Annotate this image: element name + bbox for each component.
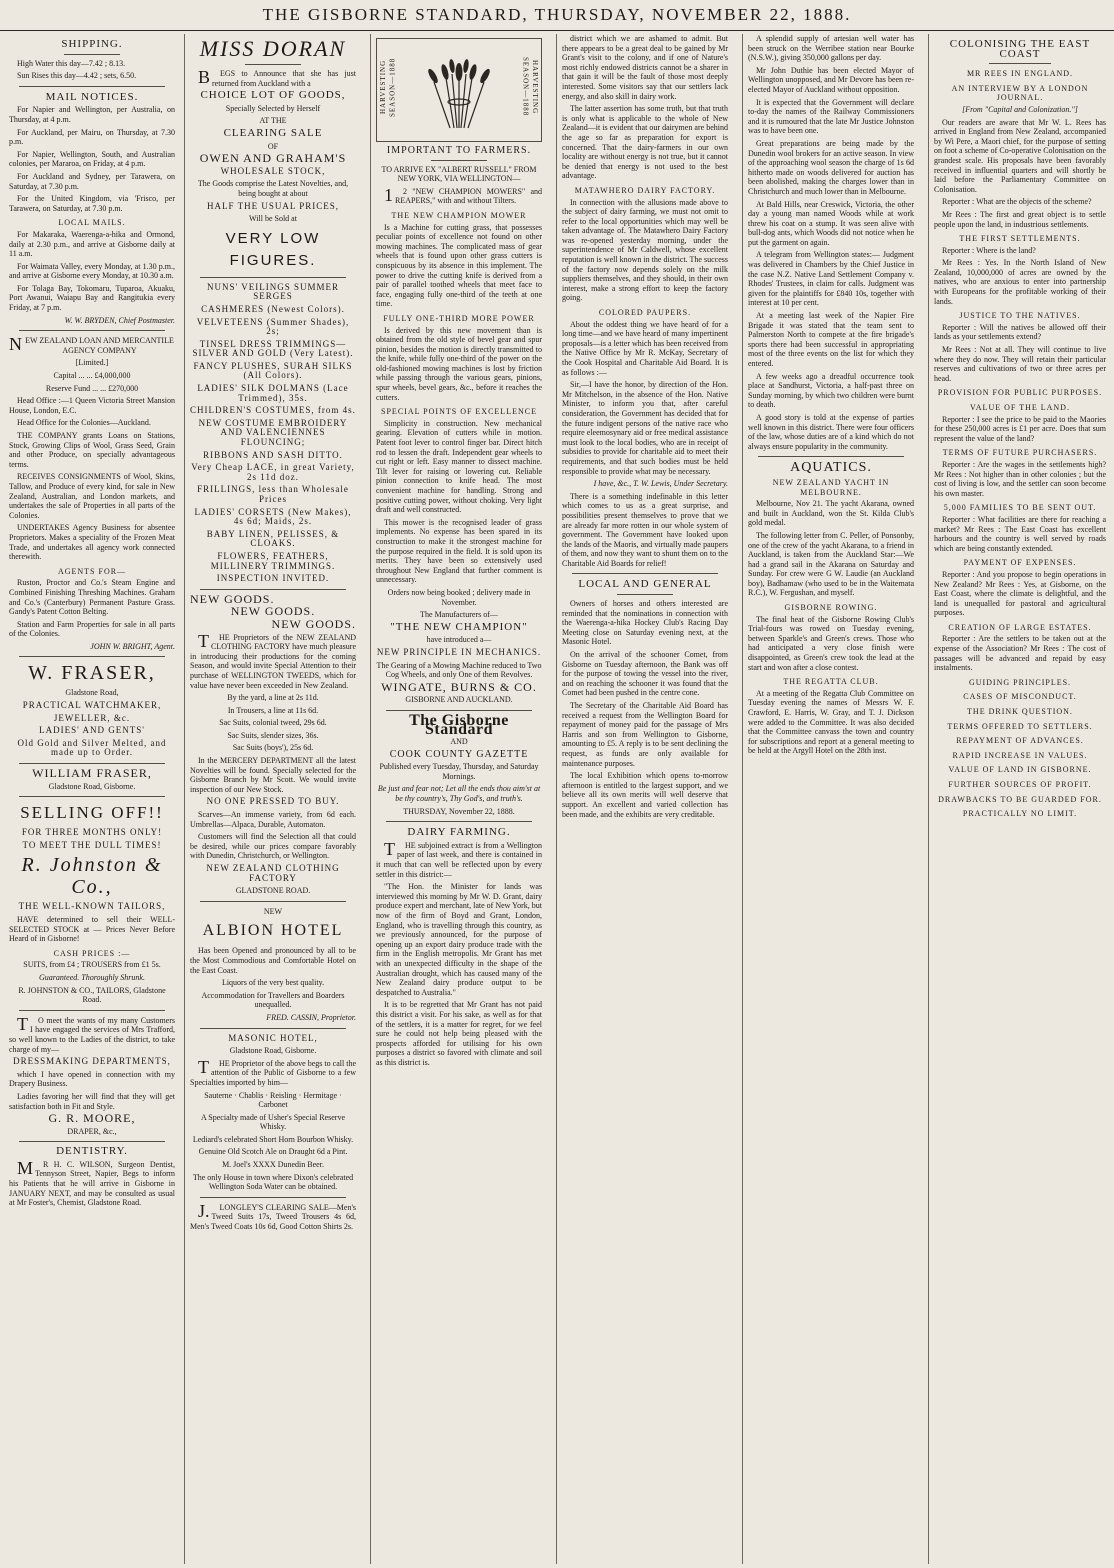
mail-notice: For the United Kingdom, via 'Frisco, per Tarawera, on Saturday, at 7.30 p.m. bbox=[9, 194, 175, 213]
news-item: A few weeks ago a dreadful occurrence took place at Sandhurst, Victoria, a half-past three on Sunday morning, by which two children were burnt to death. bbox=[748, 371, 914, 410]
nz-loan-reserve: Reserve Fund ... ... £270,000 bbox=[45, 383, 139, 393]
payment-heading: PAYMENT OF EXPENSES. bbox=[963, 558, 1077, 568]
motto: Be just and fear not; Let all the ends thou aim'st at be thy country's, Thy God's, and truth's. bbox=[377, 784, 541, 804]
johnston-body: HAVE determined to sell their WELL-SELECTED STOCK at — Prices Never Before Heard of in Gisborne! bbox=[9, 915, 175, 944]
article-body: The latter assertion has some truth, but that truth is only what is applicable to the whole of New Zealand—it is evident that our dairymen are behind the age so far as preparation for export is concerned. That the dairy-farmers in our own locality are without energy is not true, but it cannot be denied that energy is not used to the best advantage. bbox=[562, 104, 728, 181]
no-limit-heading: PRACTICALLY NO LIMIT. bbox=[962, 809, 1078, 819]
clothing-factory-address: GLADSTONE ROAD. bbox=[235, 886, 311, 896]
fully-more-power-body: Is derived by this new movement than is obtained from the old style of bevel gear and spur pinion, besides the motion is directly transmitted to the knife, while fully one-third of the power on the old-fashioned mowing machines is lost by friction while passing through the various gears, pinions, spur wheels, bevel gears, &c., before it reaches the cutters. bbox=[376, 325, 542, 402]
doran-intro: BEGS to Announce that she has just returned from Auckland with a bbox=[198, 67, 356, 88]
dressmaking-line: DRESSMAKING DEPARTMENTS, bbox=[13, 1056, 171, 1067]
moore-intro: TO meet the wants of my many Customers I have engaged the services of Mrs Trafford, so well known to the Ladies of the district, to take charge of my— bbox=[9, 1013, 175, 1054]
column-1 bbox=[4, 34, 180, 1564]
local-item: The Secretary of the Charitable Aid Board has received a request from the Wellington Board for repayment of money paid for the passage of Mrs Harris and son from Wellington to Gisborne, amounting to £5. A reply is to be sent declining the request, as funds are only available for maintenance purposes. bbox=[562, 701, 728, 768]
column-4 bbox=[556, 34, 733, 1564]
guaranteed-line: Guaranteed. Thoroughly Shrunk. bbox=[39, 972, 145, 982]
divider bbox=[200, 589, 346, 590]
colored-paupers-body: Sir,—I have the honor, by direction of the Hon. Mr Mitchelson, in the absence of the Hon. Native Minister, to inform you that, after careful consideration, the Government has decided that for the future indigent persons of the native race who require eleemosynary aid or free medical assistance must look to the local bodies, who are in receipt of subsidies to provide for charitable aid to meet their requirements, and that such bodies must be held responsible to provide what may be necessary. bbox=[562, 380, 728, 476]
dairy-farming-heading: DAIRY FARMING. bbox=[407, 826, 511, 839]
nz-loan-body: THE COMPANY grants Loans on Stations, Stock, Growing Clips of Wool, Grass Seed, Grain and other Produce, on specially advantageous terms. bbox=[9, 431, 175, 469]
will-be-sold: Will be Sold at bbox=[249, 214, 297, 224]
repayment-heading: REPAYMENT OF ADVANCES. bbox=[956, 736, 1084, 746]
misconduct-heading: CASES OF MISCONDUCT. bbox=[963, 692, 1077, 702]
local-mail-notice: For Waimata Valley, every Monday, at 1.30 p.m., and arrive at Gisborne every Monday, at 10.30 a.m. bbox=[9, 261, 175, 281]
aquatics-subheading: NEW ZEALAND YACHT IN MELBOURNE. bbox=[772, 477, 890, 497]
guiding-heading: GUIDING PRINCIPLES. bbox=[968, 677, 1072, 687]
fully-more-power-heading: FULLY ONE-THIRD MORE POWER bbox=[383, 313, 535, 323]
news-item: At Bald Hills, near Creswick, Victoria, the other day a young man named Woods while at work threw his coat on a stump. It was seen alive with bull-dog ants, which Woods did not notice when he put the garment on again. bbox=[748, 199, 914, 247]
fraser-address: Gladstone Road, bbox=[65, 688, 119, 698]
of-line: OF bbox=[267, 141, 279, 151]
mail-notice: For Napier and Wellington, per Australia, on Thursday, at 4 p.m. bbox=[9, 105, 175, 124]
news-item: A splendid supply of artesian well water has been struck on the Werribee station near Bourke (N.S.W.), giving 350,000 gallons per day. bbox=[748, 34, 914, 63]
matawhero-heading: MATAWHERO DAIRY FACTORY. bbox=[574, 185, 716, 195]
masonic-heading: MASONIC HOTEL, bbox=[228, 1032, 318, 1043]
mercery-body: In the MERCERY DEPARTMENT all the latest Novelties will be found. Specially selected for the Gisborne Branch by Mr Scott. We would invite inspection of our New Stock. bbox=[190, 756, 356, 794]
cash-prices-heading: CASH PRICES :— bbox=[53, 948, 131, 958]
stock-item: CHILDREN'S COSTUMES, from 4s. bbox=[190, 405, 356, 416]
interview-body: Our readers are aware that Mr W. L. Rees has arrived in England from New Zealand, accompanied by Wi Pere, a Maori chief, for the purpose of setting on foot a scheme of Co-operative Colonisation on the grandest scale. His proposals have been favorably received in influential quarters and will shortly be laid before the Parliamentary Committee on Colonisation. bbox=[934, 117, 1106, 194]
longley-ad: J.LONGLEY'S CLEARING SALE—Men's Tweed Suits 17s, Tweed Trousers 4s 6d, Men's Tweed Coats 10s 6d, Good Cotton Shirts 2s. bbox=[190, 1200, 356, 1232]
cook-county-gazette: COOK COUNTY GAZETTE bbox=[389, 748, 529, 760]
customers-body: Customers will find the Selection all that could be desired, while our prices compare favorably with Dunedin, Christchurch, or Wellington. bbox=[190, 832, 356, 861]
divider bbox=[386, 821, 532, 822]
regatta-body: At a meeting of the Regatta Club Committee on Tuesday evening the names of Messrs W. F. Crawford, E. Harris, W. Gray, and T. J. Dickson were added to the Committee. It was also decided that the Committee canvass the town and country for subscriptions and report at a general meeting to be held at the Argyll Hotel on the 28th inst. bbox=[748, 688, 914, 756]
regatta-club-heading: THE REGATTA CLUB. bbox=[783, 677, 879, 687]
william-fraser-address: Gladstone Road, Gisborne. bbox=[48, 781, 136, 791]
johnston-heading: R. Johnston & Co., bbox=[21, 854, 163, 899]
divider bbox=[431, 160, 487, 161]
value-gisborne-heading: VALUE OF LAND IN GISBORNE. bbox=[948, 765, 1092, 775]
masonic-whisky: A Specialty made of Usher's Special Reserve Whisky. bbox=[200, 1112, 346, 1132]
new-goods-line: NEW GOODS. bbox=[230, 604, 316, 619]
new-goods-line: NEW GOODS. bbox=[271, 616, 356, 631]
local-item: The local Exhibition which opens to-morrow afternoon is entitled to the largest support, and we believe all its own merits will well deserve that support. An excellent and varied collection has been made, and the exhibits are very creditable. bbox=[562, 771, 728, 819]
to-arrive: TO ARRIVE EX "ALBERT RUSSELL" FROM NEW YORK, VIA WELLINGTON— bbox=[381, 164, 537, 184]
suit-price: Sac Suits, slender sizes, 36s. bbox=[227, 730, 319, 740]
divider bbox=[200, 277, 346, 278]
selling-sub: FOR THREE MONTHS ONLY! bbox=[21, 827, 163, 838]
moore-body: which I have opened in connection with my Drapery Business. bbox=[9, 1069, 175, 1089]
stock-item: FANCY PLUSHES, SURAH SILKS (All Colors). bbox=[193, 360, 353, 381]
wingate-address: GISBORNE AND AUCKLAND. bbox=[405, 695, 513, 705]
new-goods-line: NEW GOODS. bbox=[190, 591, 275, 606]
manufacturers-line: The Manufacturers of— bbox=[420, 610, 498, 620]
local-mail-notice: For Makaraka, Waerenga-a-hika and Ormond, daily at 2.30 p.m., and arrive at Gisborne daily at 11 a.m. bbox=[9, 229, 175, 259]
news-item: Great preparations are being made by the Dunedin wool brokers for an active season. In view of the approaching wool season the charge of 1s 6d hitherto made on woods delivered for auction has been abolished, making the charges lower than in Christchurch and much lower than in Melbourne. bbox=[748, 138, 914, 196]
colonising-heading: COLONISING THE EAST COAST bbox=[949, 38, 1091, 60]
article-body: district which we are ashamed to admit. But there appears to be a great deal to be gained by Mr Grant's visit to the colony, and if one of Nature's most richly endowed districts cannot be a sharer in that gain it will be the fault of those most deeply interested. Some visitors say that our settlers lack energy, and also skill in dairy work. bbox=[562, 34, 728, 101]
very-low-figures: VERY LOW FIGURES. bbox=[225, 229, 321, 269]
drink-heading: THE DRINK QUESTION. bbox=[967, 707, 1073, 717]
colored-paupers-body: About the oddest thing we have heard of for a long time—and we have heard of many impertinent proposals—is a letter which has been received from the Native Office by Mr R. McKay, Secretary of the Cook Hospital and Charitable Aid Board. It is as follows :— bbox=[562, 319, 728, 377]
local-mails-heading: LOCAL MAILS. bbox=[58, 218, 126, 228]
nz-loan-body: UNDERTAKES Agency Business for absentee Proprietors. Makes a speciality of the Frozen Meat Trade, and undertakes all agency work connected therewith. bbox=[9, 523, 175, 562]
suit-price: In Trousers, a line at 11s 6d. bbox=[227, 705, 319, 715]
shipping-line: Sun Rises this day—4.42 ; sets, 6.50. bbox=[17, 71, 137, 81]
stock-item: Very Cheap LACE, in great Variety, 2s 11d doz. bbox=[191, 462, 355, 482]
goods-comprise: The Goods comprise the Latest Novelties, and, being bought at about bbox=[197, 179, 349, 198]
stock-item: FLOWERS, FEATHERS, MILLINERY TRIMMINGS. bbox=[210, 550, 336, 571]
nz-loan-body: RECEIVES CONSIGNMENTS of Wool, Skins, Tallow, and Produce of every kind, for sale in New Zealand, Australian, and London markets, and undertakes the sale of Properties in all parts of the Colonies. bbox=[9, 472, 175, 520]
first-settlements-heading: THE FIRST SETTLEMENTS. bbox=[959, 234, 1081, 244]
fraser-ladies: LADIES' AND GENTS' bbox=[39, 725, 145, 736]
divider bbox=[19, 1010, 165, 1011]
mail-notices-heading: MAIL NOTICES. bbox=[45, 90, 139, 103]
interview-body: Reporter : Are the wages in the settlements high? Mr Rees : Not higher than in other colonies ; but the cost of living is low, and the settler can soon become his own master. bbox=[934, 459, 1106, 498]
nz-loan-agent: JOHN W. BRIGHT, Agent. bbox=[90, 641, 175, 651]
news-item: A telegram from Wellington states:— Judgment was delivered in Chambers by the Chief Justice in the case N.Z. Native Land Settlement Company v. Rhodes' Trustees, in claim for calls. Judgment was given for the plaintiffs for £840 10s, together with interest at 10 per cent. bbox=[748, 250, 914, 308]
divider bbox=[200, 1197, 346, 1198]
nz-loan-limited: [Limited.] bbox=[75, 358, 109, 368]
stock-item: CASHMERES (Newest Colors). bbox=[201, 303, 345, 314]
column-6 bbox=[928, 34, 1111, 1564]
no-one-pressed: NO ONE PRESSED TO BUY. bbox=[206, 796, 340, 807]
dairy-body: It is to be regretted that Mr Grant has not paid this district a visit. For his sake, as well as for that of the settlers, it is a matter for regret, for we feel sure he could not help being pleased with the prospects afforded for utilising for his own purposes a district so favored with climate and soil as this district is. bbox=[376, 1000, 542, 1067]
masonic-bourbon: Lediard's celebrated Short Horn Bourbon Whisky. bbox=[192, 1134, 354, 1144]
rees-heading: MR REES IN ENGLAND. bbox=[966, 69, 1074, 79]
divider bbox=[64, 54, 120, 55]
choice-lot: CHOICE LOT OF GOODS, bbox=[200, 89, 346, 102]
nz-loan-heading: NEW ZEALAND LOAN AND MERCANTILE AGENCY COMPANY bbox=[9, 334, 174, 355]
interview-body: Reporter : What facilities are there for reaching a market? Mr Rees : The East Coast has excellent harbours and the country is well served by roads which are being constantly extended. bbox=[934, 514, 1106, 553]
masonic-wines: Sauterne · Chablis · Reisling · Hermitage · Carbonet bbox=[204, 1090, 342, 1110]
colored-paupers-signature: I have, &c., T. W. Lewis, Under Secretary. bbox=[593, 479, 728, 489]
agents-heading: AGENTS FOR— bbox=[57, 566, 127, 576]
suit-price: Sac Suits (boys'), 25s 6d. bbox=[232, 743, 314, 753]
divider bbox=[245, 64, 301, 65]
value-heading: VALUE OF THE LAND. bbox=[970, 403, 1070, 412]
special-points-body: Simplicity in construction. New mechanical gearing. Elevation of cutters while in motion. Patent foot lever to control finger bar. Direct hitch rod to lessen the draft. Independent gear wheels to cut right or left. Easy manner to dissect machine. Tilt lever for raising or lowering cut. Reliable pinion connection to knife head. The most convenient machine for handling. Strong and positive cutting power, without choking. Very light draft and well constructed. bbox=[376, 418, 542, 515]
further-sources-heading: FURTHER SOURCES OF PROFIT. bbox=[948, 780, 1092, 789]
scarves-body: Scarves—An immense variety, from 6d each. Umbrellas—Alpaca, Durable, Automaton. bbox=[190, 810, 356, 829]
local-item: Owners of horses and others interested are reminded that the nominations in connection with the Waerenga-a-hika Hockey Club's Racing Day Meeting close on Saturday evening next, at the Masonic Hotel. bbox=[562, 599, 728, 647]
half-prices: HALF THE USUAL PRICES, bbox=[206, 200, 339, 211]
masthead: THE GISBORNE STANDARD, THURSDAY, NOVEMBER 22, 1888. bbox=[0, 0, 1114, 31]
interview-body: Reporter : What are the objects of the scheme? bbox=[942, 197, 1092, 207]
selling-off-heading: SELLING OFF!! bbox=[20, 803, 164, 823]
justice-heading: JUSTICE TO THE NATIVES. bbox=[959, 311, 1081, 321]
local-general-heading: LOCAL AND GENERAL bbox=[578, 578, 712, 591]
column-5 bbox=[742, 34, 919, 1564]
interview-body: Mr Rees : Yes. In the North Island of New Zealand, 10,000,000 of acres are owned by the natives, who are anxious to enter into partnership with Europeans for the profitable working of their lands. bbox=[934, 258, 1106, 306]
masonic-beer: M. Joel's XXXX Dunedin Beer. bbox=[222, 1160, 324, 1170]
interview-body: Mr Rees : The first and great object is to settle people upon the land, in industrious settlements. bbox=[934, 209, 1106, 229]
newspaper-columns bbox=[4, 34, 1110, 1564]
fraser-gold: Old Gold and Silver Melted, and made up to Order. bbox=[17, 737, 167, 758]
mail-notice: For Auckland, per Mairu, on Thursday, at 7.30 p.m. bbox=[9, 127, 175, 147]
new-champion-title: "THE NEW CHAMPION" bbox=[390, 620, 528, 633]
dentistry-heading: DENTISTRY. bbox=[56, 1145, 128, 1158]
albion-new: NEW bbox=[263, 906, 283, 916]
interview-body: Mr Rees : Not at all. They will continue to live where they do now. They will retain their particular reserves and cultivations of two or three acres per head. bbox=[934, 345, 1106, 383]
mail-notice: For Napier, Wellington, South, and Australian colonies, per Mararoa, on Friday, at 4 p.m. bbox=[9, 149, 175, 169]
interview-body: Reporter : I see the price to be paid to the Maories for these 250,000 acres is £1 per acre. Does that sum represent the value of the land? bbox=[934, 414, 1106, 443]
interview-body: Reporter : And you propose to begin operations in New Zealand? Mr Rees : Yes, at Gisborne, on the East Coast, where the climate is delightful, and the land is unequalled for pastoral and agricultural purposes. bbox=[934, 569, 1106, 618]
new-champion-heading: THE NEW CHAMPION MOWER bbox=[391, 210, 527, 220]
terms-heading: TERMS OF FUTURE PURCHASERS. bbox=[942, 448, 1098, 458]
divider bbox=[758, 456, 904, 457]
matawhero-body: In connection with the allusions made above to the subject of dairy farming, we must not omit to refer to the local opportunities which may well be taken advantage of. The Matawhero Dairy Factory was re-opened yesterday morning, under the superintendence of Mr Caldwell, whose excellent reputation is well known in the district. The success of the factory now depends solely on the milk suppliers themselves, and they should, in their own interest, make a strong effort to keep the factory going. bbox=[562, 197, 728, 303]
johnston-signature: R. JOHNSTON & CO., TAILORS, Gladstone Road. bbox=[18, 985, 166, 1005]
agents-body: Ruston, Proctor and Co.'s Steam Engine and Combined Finishing Threshing Machines. Graham and Co.'s (Canterbury) Permanent Pasture Grass. Gandy's Patent Cotton Belting. bbox=[9, 578, 175, 617]
dairy-body: THE subjoined extract is from a Wellington paper of last week, and there is contained in it much that can well be reflected upon by every settler in this district:— bbox=[376, 838, 542, 879]
fraser-heading: W. FRASER, bbox=[28, 662, 156, 685]
clearing-sale: CLEARING SALE bbox=[223, 126, 323, 139]
rapid-increase-heading: RAPID INCREASE IN VALUES. bbox=[952, 750, 1088, 760]
interview-body: Reporter : Where is the land? bbox=[942, 245, 1036, 255]
albion-body: Has been Opened and pronounced by all to be the Most Commodious and Comfortable Hotel on the East Coast. bbox=[190, 946, 356, 975]
interview-heading: AN INTERVIEW BY A LONDON JOURNAL. bbox=[951, 83, 1089, 103]
divider bbox=[572, 573, 718, 574]
stock-item: LADIES' CORSETS (New Makes), 4s 6d; Maids, 2s. bbox=[194, 506, 352, 527]
wheat-sheaf-icon bbox=[414, 44, 504, 132]
masonic-ale: Genuine Old Scotch Ale on Draught 6d a Pint. bbox=[198, 1147, 348, 1157]
specially-selected: Specially Selected by Herself bbox=[225, 103, 321, 113]
rowing-body: The final heat of the Gisborne Rowing Club's Trial-fours was rowed on Tuesday evening, between Sparkle's and Green's crews. Those who had anticipated a very close finish were disappointed, as Green's crew took the lead at the start and won after a close contest. bbox=[748, 614, 914, 672]
inspection-invited: INSPECTION INVITED. bbox=[216, 573, 330, 584]
aquatics-heading: AQUATICS. bbox=[790, 460, 872, 476]
harvesting-label-right: HARVESTING SEASON—1888 bbox=[521, 57, 539, 117]
divider bbox=[386, 710, 532, 711]
divider bbox=[19, 330, 165, 331]
issue-date: THURSDAY, November 22, 1888. bbox=[403, 806, 515, 816]
important-to-farmers: IMPORTANT TO FARMERS. bbox=[386, 145, 532, 156]
shipping-heading: SHIPPING. bbox=[61, 38, 123, 50]
local-item: On the arrival of the schooner Comet, from Gisborne on Tuesday afternoon, the Bank was off for the purpose of towing the vessel into the river, and on reaching the schooner it was found that the Comet had been pushed in the centre cone. bbox=[562, 650, 728, 698]
stock-item: VELVETEENS (Summer Shades), 2s; bbox=[196, 316, 350, 337]
colored-paupers-body: There is a something indefinable in this letter which comes to us as a great surprise, and possibilities present themselves to prove that we are already far more rotten in our whole system of government. The Government have looked upon the lands of the Maoris, and virtually made paupers of them, and now they want to shunt them on to the Charitable Aid Boards for relief! bbox=[562, 491, 728, 568]
creation-heading: CREATION OF LARGE ESTATES. bbox=[948, 622, 1092, 632]
families-heading: 5,000 FAMILIES TO BE SENT OUT. bbox=[943, 503, 1097, 513]
dentistry-body: MR H. C. WILSON, Surgeon Dentist, Tennyson Street, Napier, Begs to inform his Patients that he will arrive in Gisborne in JANUARY NEXT, and may be consulted as usual at Mr Foster's, Chemist, Gladstone Road. bbox=[9, 1157, 175, 1208]
divider bbox=[19, 656, 165, 657]
albion-accommodation: Accommodation for Travellers and Boarders unequalled. bbox=[201, 990, 345, 1010]
colored-paupers-heading: COLORED PAUPERS. bbox=[598, 308, 692, 318]
shipping-line: High Water this day—7.42 ; 8.13. bbox=[17, 58, 126, 68]
gisborne-rowing-heading: GISBORNE ROWING. bbox=[784, 603, 878, 613]
owen-graham: OWEN AND GRAHAM'S bbox=[199, 151, 347, 166]
drawbacks-heading: DRAWBACKS TO BE GUARDED FOR. bbox=[938, 794, 1102, 804]
gisborne-standard-title: The Gisborne Standard bbox=[409, 711, 509, 739]
albion-liquors: Liquors of the very best quality. bbox=[221, 978, 325, 988]
selling-sub: TO MEET THE DULL TIMES! bbox=[22, 839, 162, 850]
william-fraser-heading: WILLIAM FRASER, bbox=[32, 766, 152, 781]
standard-and: AND bbox=[450, 737, 468, 747]
moore-ladies: Ladies favoring her will find that they will get satisfaction both in Fit and Style. bbox=[9, 1091, 175, 1111]
harvesting-ad-box bbox=[376, 38, 542, 142]
clothing-factory: NEW ZEALAND CLOTHING FACTORY bbox=[206, 863, 340, 883]
stock-item: LADIES' SILK DOLMANS (Lace Trimmed), 35s. bbox=[197, 383, 349, 403]
interview-body: Reporter : Will the natives be allowed off their lands as your settlements extend? bbox=[934, 322, 1106, 342]
masonic-address: Gladstone Road, Gisborne. bbox=[229, 1046, 317, 1056]
mail-notice: For Auckland and Sydney, per Tarawera, on Saturday, at 7.30 p.m. bbox=[9, 171, 175, 191]
moore-heading: G. R. MOORE, bbox=[48, 1111, 136, 1126]
gearing-line: The Gearing of a Mowing Machine reduced to Two Cog Wheels, and only One of them Revolves. bbox=[376, 660, 542, 680]
aquatics-body: The following letter from C. Peller, of Ponsonby, one of the crew of the yacht Akarana, to a friend in Auckland, is taken from the Auckland Star:—We had a grand sail in the Akarana on Saturday and Sunday. For crew were G W. Laudie (an Auckland boy), Badhamaw (who used to be in the Waitemata R.C.), W. Fergushan, and myself. bbox=[748, 530, 914, 598]
source-line: [From "Capital and Colonization."] bbox=[962, 104, 1078, 114]
harvesting-label-left: HARVESTING SEASON—1888 bbox=[379, 57, 397, 117]
stock-item: NUNS' VEILINGS SUMMER SERGES bbox=[207, 281, 339, 302]
have-introduced: have introduced a— bbox=[426, 635, 492, 645]
interview-body: Reporter : Are the settlers to be taken out at the expense of the Association? Mr Rees : The cost of passages will be advanced and repaid by easy instalments. bbox=[934, 634, 1106, 673]
station-line: Station and Farm Properties for sale in all parts of the Colonies. bbox=[9, 619, 175, 639]
news-item: At a meeting last week of the Napier Fire Brigade it was stated that the team sent to Palmerston North to compete at the fire brigade's sports there had been successful in appropriating most of the three events on the list for which they entered. bbox=[748, 311, 914, 368]
divider bbox=[200, 1028, 346, 1029]
new-principle: NEW PRINCIPLE IN MECHANICS. bbox=[376, 646, 542, 657]
provision-heading: PROVISION FOR PUBLIC PURPOSES. bbox=[937, 388, 1103, 398]
cash-prices-body: SUITS, from £4 ; TROUSERS from £1 5s. bbox=[23, 960, 161, 970]
local-mail-notice: For Tolaga Bay, Tokomaru, Tuparoa, Akuaku, Port Awanui, Waiapu Bay and Rangitukia every Friday, at 7 p.m. bbox=[9, 283, 175, 313]
albion-hotel-heading: ALBION HOTEL bbox=[202, 922, 344, 940]
column-3 bbox=[370, 34, 547, 1564]
champion-body: Is a Machine for cutting grass, that possesses peculiar points of excellence not found on other mowing machines. The complicated mass of gear wheels that is found upon other grass cutters is conspicuous by its absence in this implement. The power to drive the cutting knife is derived from a pair of parallel toothed wheels that meet face to face, engaging fully one-third of the teeth at one time. bbox=[376, 222, 542, 309]
nz-loan-colony-office: Head Office for the Colonies—Auckland. bbox=[17, 418, 151, 428]
masonic-soda: The only House in town where Dixon's celebrated Wellington Soda Water can be obtained. bbox=[192, 1172, 354, 1192]
albion-signature: FRED. CASSIN, Proprietor. bbox=[266, 1012, 356, 1022]
divider bbox=[19, 86, 165, 87]
stock-item: TINSEL DRESS TRIMMINGS—SILVER AND GOLD (Very Latest). bbox=[192, 338, 354, 359]
postmaster-signature: W. W. BRYDEN, Chief Postmaster. bbox=[64, 315, 175, 325]
wholesale-stock: WHOLESALE STOCK, bbox=[220, 165, 326, 176]
divider bbox=[19, 763, 165, 764]
news-item: It is expected that the Government will declare to-day the names of the Railway Commissioners and it is rumoured that the late Mr Justice Johnston was to have been one. bbox=[748, 97, 914, 136]
stock-item: NEW COSTUME EMBROIDERY AND VALENCIENNES FLOUNCING; bbox=[198, 417, 348, 448]
stock-item: FRILLINGS, less than Wholesale Prices bbox=[197, 484, 349, 504]
nz-loan-head-office: Head Office :—1 Queen Victoria Street Mansion House, London, E.C. bbox=[9, 396, 175, 415]
news-item: Mr John Duthie has been elected Mayor of Wellington unopposed, and Mr Devore has been re-elected Mayor of Auckland without opposition. bbox=[748, 65, 914, 94]
divider bbox=[200, 901, 346, 902]
published-line: Published every Tuesday, Thursday, and Saturday Mornings. bbox=[379, 762, 539, 781]
divider bbox=[19, 796, 165, 797]
terms-settlers-heading: TERMS OFFERED TO SETTLERS. bbox=[947, 721, 1093, 731]
divider bbox=[989, 63, 1051, 64]
moore-sub: DRAPER, &c., bbox=[67, 1126, 117, 1136]
suit-price: Sac Suits, colonial tweed, 29s 6d. bbox=[219, 718, 327, 728]
orders-line: Orders now being booked ; delivery made in November. bbox=[387, 587, 531, 607]
fraser-trade: PRACTICAL WATCHMAKER, bbox=[22, 700, 162, 711]
mower-body: This mower is the recognised leader of grass implements. No expense has been spared in its construction to make it the strongest machine for the purpose required in the field. It is sold upon its merits. They have been so extensively used throughout New England that further comment is unnecessary. bbox=[376, 517, 542, 585]
news-item: A good story is told at the expense of parties well known in this district. There were four officers of the law, whose duties are of a kind which do not always ensure popularity in the community. bbox=[748, 412, 914, 451]
stock-item: RIBBONS AND SASH DITTO. bbox=[203, 449, 343, 460]
stock-item: BABY LINEN, PELISSES, & CLOAKS. bbox=[206, 528, 340, 549]
aquatics-body: Melbourne, Nov 21. The yacht Akarana, owned and built in Auckland, won the St. Kilda Club's gold medal. bbox=[748, 499, 914, 528]
miss-doran-heading: MISS DORAN bbox=[199, 36, 347, 61]
fraser-trade: JEWELLER, &c. bbox=[53, 712, 131, 723]
column-2 bbox=[184, 34, 361, 1564]
dairy-body: "The Hon. the Minister for lands was interviewed this morning by Mr W. D. Grant, dairy produce expert and merchant, late of New York, but now of the firm of Boyd and Grant, London, England, who is travelling through this country, as we previously announced, for the purpose of opening up an export dairy produce trade with the firm in the English metropolis. Mr Grant has met with an unexpected difficulty in the shape of the Australian drought, which has caused many of the New Zealand dairy produce output to be despatched to Australia." bbox=[376, 882, 542, 997]
masonic-body: THE Proprietor of the above begs to call the attention of the Public of Gisborne to a few Specialties imported by him— bbox=[190, 1056, 356, 1087]
wingate-heading: WINGATE, BURNS & CO. bbox=[381, 679, 537, 694]
at-the: AT THE bbox=[259, 116, 287, 126]
yard-line: By the yard, a line at 2s 11d. bbox=[227, 693, 319, 703]
clothing-intro: THE Proprietors of the NEW ZEALAND CLOTHING FACTORY have much pleasure in introducing their productions for the coming Season, and would invite Special Attention to their purchase of WELLINGTON TWEEDS, which for value have never been exceeded in New Zealand. bbox=[190, 630, 356, 690]
divider bbox=[617, 594, 673, 595]
special-points-heading: SPECIAL POINTS OF EXCELLENCE bbox=[381, 407, 537, 417]
twelve-mowers: 12 "NEW CHAMPION MOWERS" and REAPERS," with and without Tilters. bbox=[384, 184, 542, 206]
divider bbox=[19, 1141, 165, 1142]
johnston-sub: THE WELL-KNOWN TAILORS, bbox=[18, 901, 166, 912]
nz-loan-capital: Capital ... ... £4,000,000 bbox=[53, 371, 131, 381]
